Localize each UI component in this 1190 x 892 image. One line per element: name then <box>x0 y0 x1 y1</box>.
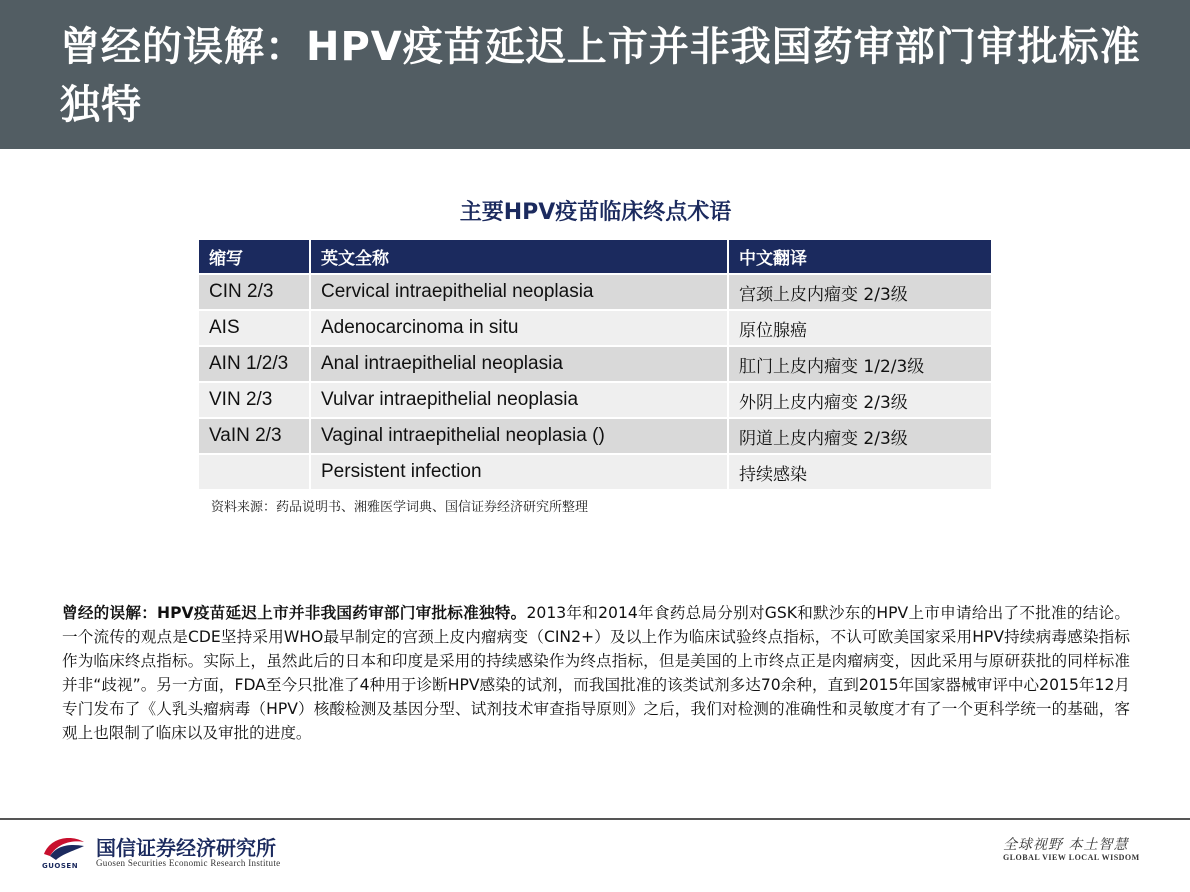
table-row <box>199 310 991 346</box>
cell-chinese: 原位腺癌 <box>728 310 991 346</box>
cell-chinese: 肛门上皮内瘤变 1/2/3级 <box>728 346 991 382</box>
table-row <box>199 346 991 382</box>
cell-chinese: 外阴上皮内瘤变 2/3级 <box>728 382 991 418</box>
cell-english: Vaginal intraepithelial neoplasia () <box>310 418 728 454</box>
cell-english: Cervical intraepithelial neoplasia <box>310 274 728 310</box>
slide-title: 曾经的误解：HPV疫苗延迟上市并非我国药审部门审批标准独特 <box>60 24 1141 128</box>
slogan-english: GLOBAL VIEW LOCAL WISDOM <box>1003 853 1140 862</box>
cell-abbr: VIN 2/3 <box>199 382 310 418</box>
logo-abbrev: GUOSEN <box>42 862 79 870</box>
column-header-abbr: 缩写 <box>199 240 310 274</box>
table-header-row <box>199 240 991 274</box>
cell-abbr: AIS <box>199 310 310 346</box>
cell-english: Anal intraepithelial neoplasia <box>310 346 728 382</box>
table-title: 主要HPV疫苗临床终点术语 <box>459 200 732 225</box>
column-header-chinese: 中文翻译 <box>728 240 991 274</box>
terms-table <box>199 240 991 489</box>
cell-abbr <box>199 454 310 489</box>
source-note: 资料来源：药品说明书、湘雅医学词典、国信证券经济研究所整理 <box>211 500 589 515</box>
logo-chinese-name: 国信证券经济研究所 <box>96 836 276 860</box>
cell-english: Persistent infection <box>310 454 728 489</box>
cell-chinese: 宫颈上皮内瘤变 2/3级 <box>728 274 991 310</box>
cell-chinese: 持续感染 <box>728 454 991 489</box>
paragraph-lead: 曾经的误解：HPV疫苗延迟上市并非我国药审部门审批标准独特。 <box>62 604 527 622</box>
cell-abbr: CIN 2/3 <box>199 274 310 310</box>
slogan-chinese: 全球视野 本土智慧 <box>1003 837 1129 853</box>
column-header-english: 英文全称 <box>310 240 728 274</box>
footer-divider <box>0 818 1190 820</box>
guosen-logo-icon <box>40 832 88 864</box>
table-row <box>199 454 991 489</box>
cell-abbr: VaIN 2/3 <box>199 418 310 454</box>
table-row <box>199 382 991 418</box>
cell-english: Vulvar intraepithelial neoplasia <box>310 382 728 418</box>
body-paragraph <box>62 601 1130 745</box>
paragraph-body: 2013年和2014年食药总局分别对GSK和默沙东的HPV上市申请给出了不批准的结论。一个流传的观点是CDE坚持采用WHO最早制定的宫颈上皮内瘤病变（CIN2+）及以上作为临床试验终点指标，不认可欧美国家采用HPV持续病毒感染指标作为临床终点指标。实际上，虽然此后的日本和印度是采用的持续感染作为终点指标，但是美国的上市终点正是肉瘤病变，因此采用与原研获批的同样标准并非“歧视”。另一方面，FDA至今只批准了4种用于诊断HPV感染的试剂，而我国批准的该类试剂多达70余种，直到2015年国家器械审评中心2015年12月专门发布了《人乳头瘤病毒（HPV）核酸检测及基因分型、试剂技术审查指导原则》之后，我们对检测的准确性和灵敏度才有了一个更科学统一的基础，客观上也限制了临床以及审批的进度。 <box>62 604 1130 742</box>
table-row <box>199 418 991 454</box>
table-row <box>199 274 991 310</box>
cell-chinese: 阴道上皮内瘤变 2/3级 <box>728 418 991 454</box>
cell-english: Adenocarcinoma in situ <box>310 310 728 346</box>
cell-abbr: AIN 1/2/3 <box>199 346 310 382</box>
slide-header <box>0 0 1190 149</box>
logo-english-name: Guosen Securities Economic Research Institute <box>96 858 281 868</box>
